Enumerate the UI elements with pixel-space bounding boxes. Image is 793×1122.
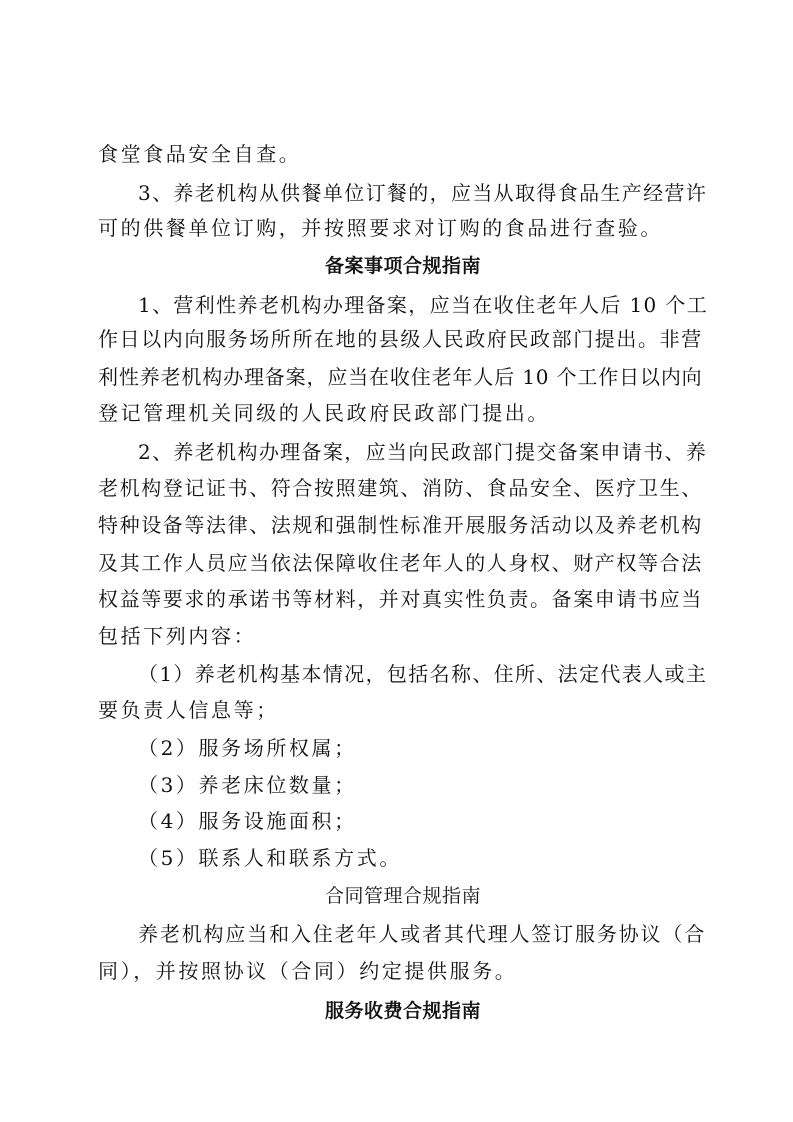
paragraph-line: 3、养老机构从供餐单位订餐的，应当从取得食品生产经营许 — [138, 181, 708, 205]
paragraph-line: 登记管理机关同级的人民政府民政部门提出。 — [98, 401, 550, 425]
paragraph-line: 养老机构应当和入住老年人或者其代理人签订服务协议（合 — [138, 922, 707, 946]
paragraph-line: 可的供餐单位订购，并按照要求对订购的食品进行查验。 — [98, 216, 663, 240]
list-item: （1）养老机构基本情况，包括名称、住所、法定代表人或主 — [138, 662, 708, 686]
section-heading-fees: 服务收费合规指南 — [324, 1000, 481, 1022]
paragraph-line: 权益等要求的承诺书等材料，并对真实性负责。备案申请书应当 — [98, 587, 703, 611]
paragraph-line: 同），并按照协议（合同）约定提供服务。 — [98, 959, 518, 983]
paragraph-line: 包括下列内容： — [98, 624, 257, 648]
paragraph-line: 利性养老机构办理备案，应当在收住老年人后 10 个工作日以内向 — [98, 365, 703, 389]
paragraph-line: 食堂食品安全自查。 — [98, 142, 302, 166]
paragraph-line: 作日以内向服务场所所在地的县级人民政府民政部门提出。非营 — [98, 327, 703, 351]
list-item: （4）服务设施面积； — [138, 809, 357, 833]
list-item: （5）联系人和联系方式。 — [138, 846, 402, 870]
paragraph-line: 特种设备等法律、法规和强制性标准开展服务活动以及养老机构 — [98, 513, 703, 537]
list-item: （3）养老床位数量； — [138, 773, 357, 797]
section-heading-filing: 备案事项合规指南 — [324, 255, 481, 277]
paragraph-line: 老机构登记证书、符合按照建筑、消防、食品安全、医疗卫生、 — [98, 476, 703, 500]
paragraph-line: 1、营利性养老机构办理备案，应当在收住老年人后 10 个工 — [138, 293, 709, 317]
section-heading-contract: 合同管理合规指南 — [324, 885, 481, 907]
list-item-continuation: 要负责人信息等； — [98, 698, 279, 722]
list-item: （2）服务场所权属； — [138, 736, 357, 760]
paragraph-line: 2、养老机构办理备案，应当向民政部门提交备案申请书、养 — [138, 440, 708, 464]
paragraph-line: 及其工作人员应当依法保障收住老年人的人身权、财产权等合法 — [98, 551, 703, 575]
